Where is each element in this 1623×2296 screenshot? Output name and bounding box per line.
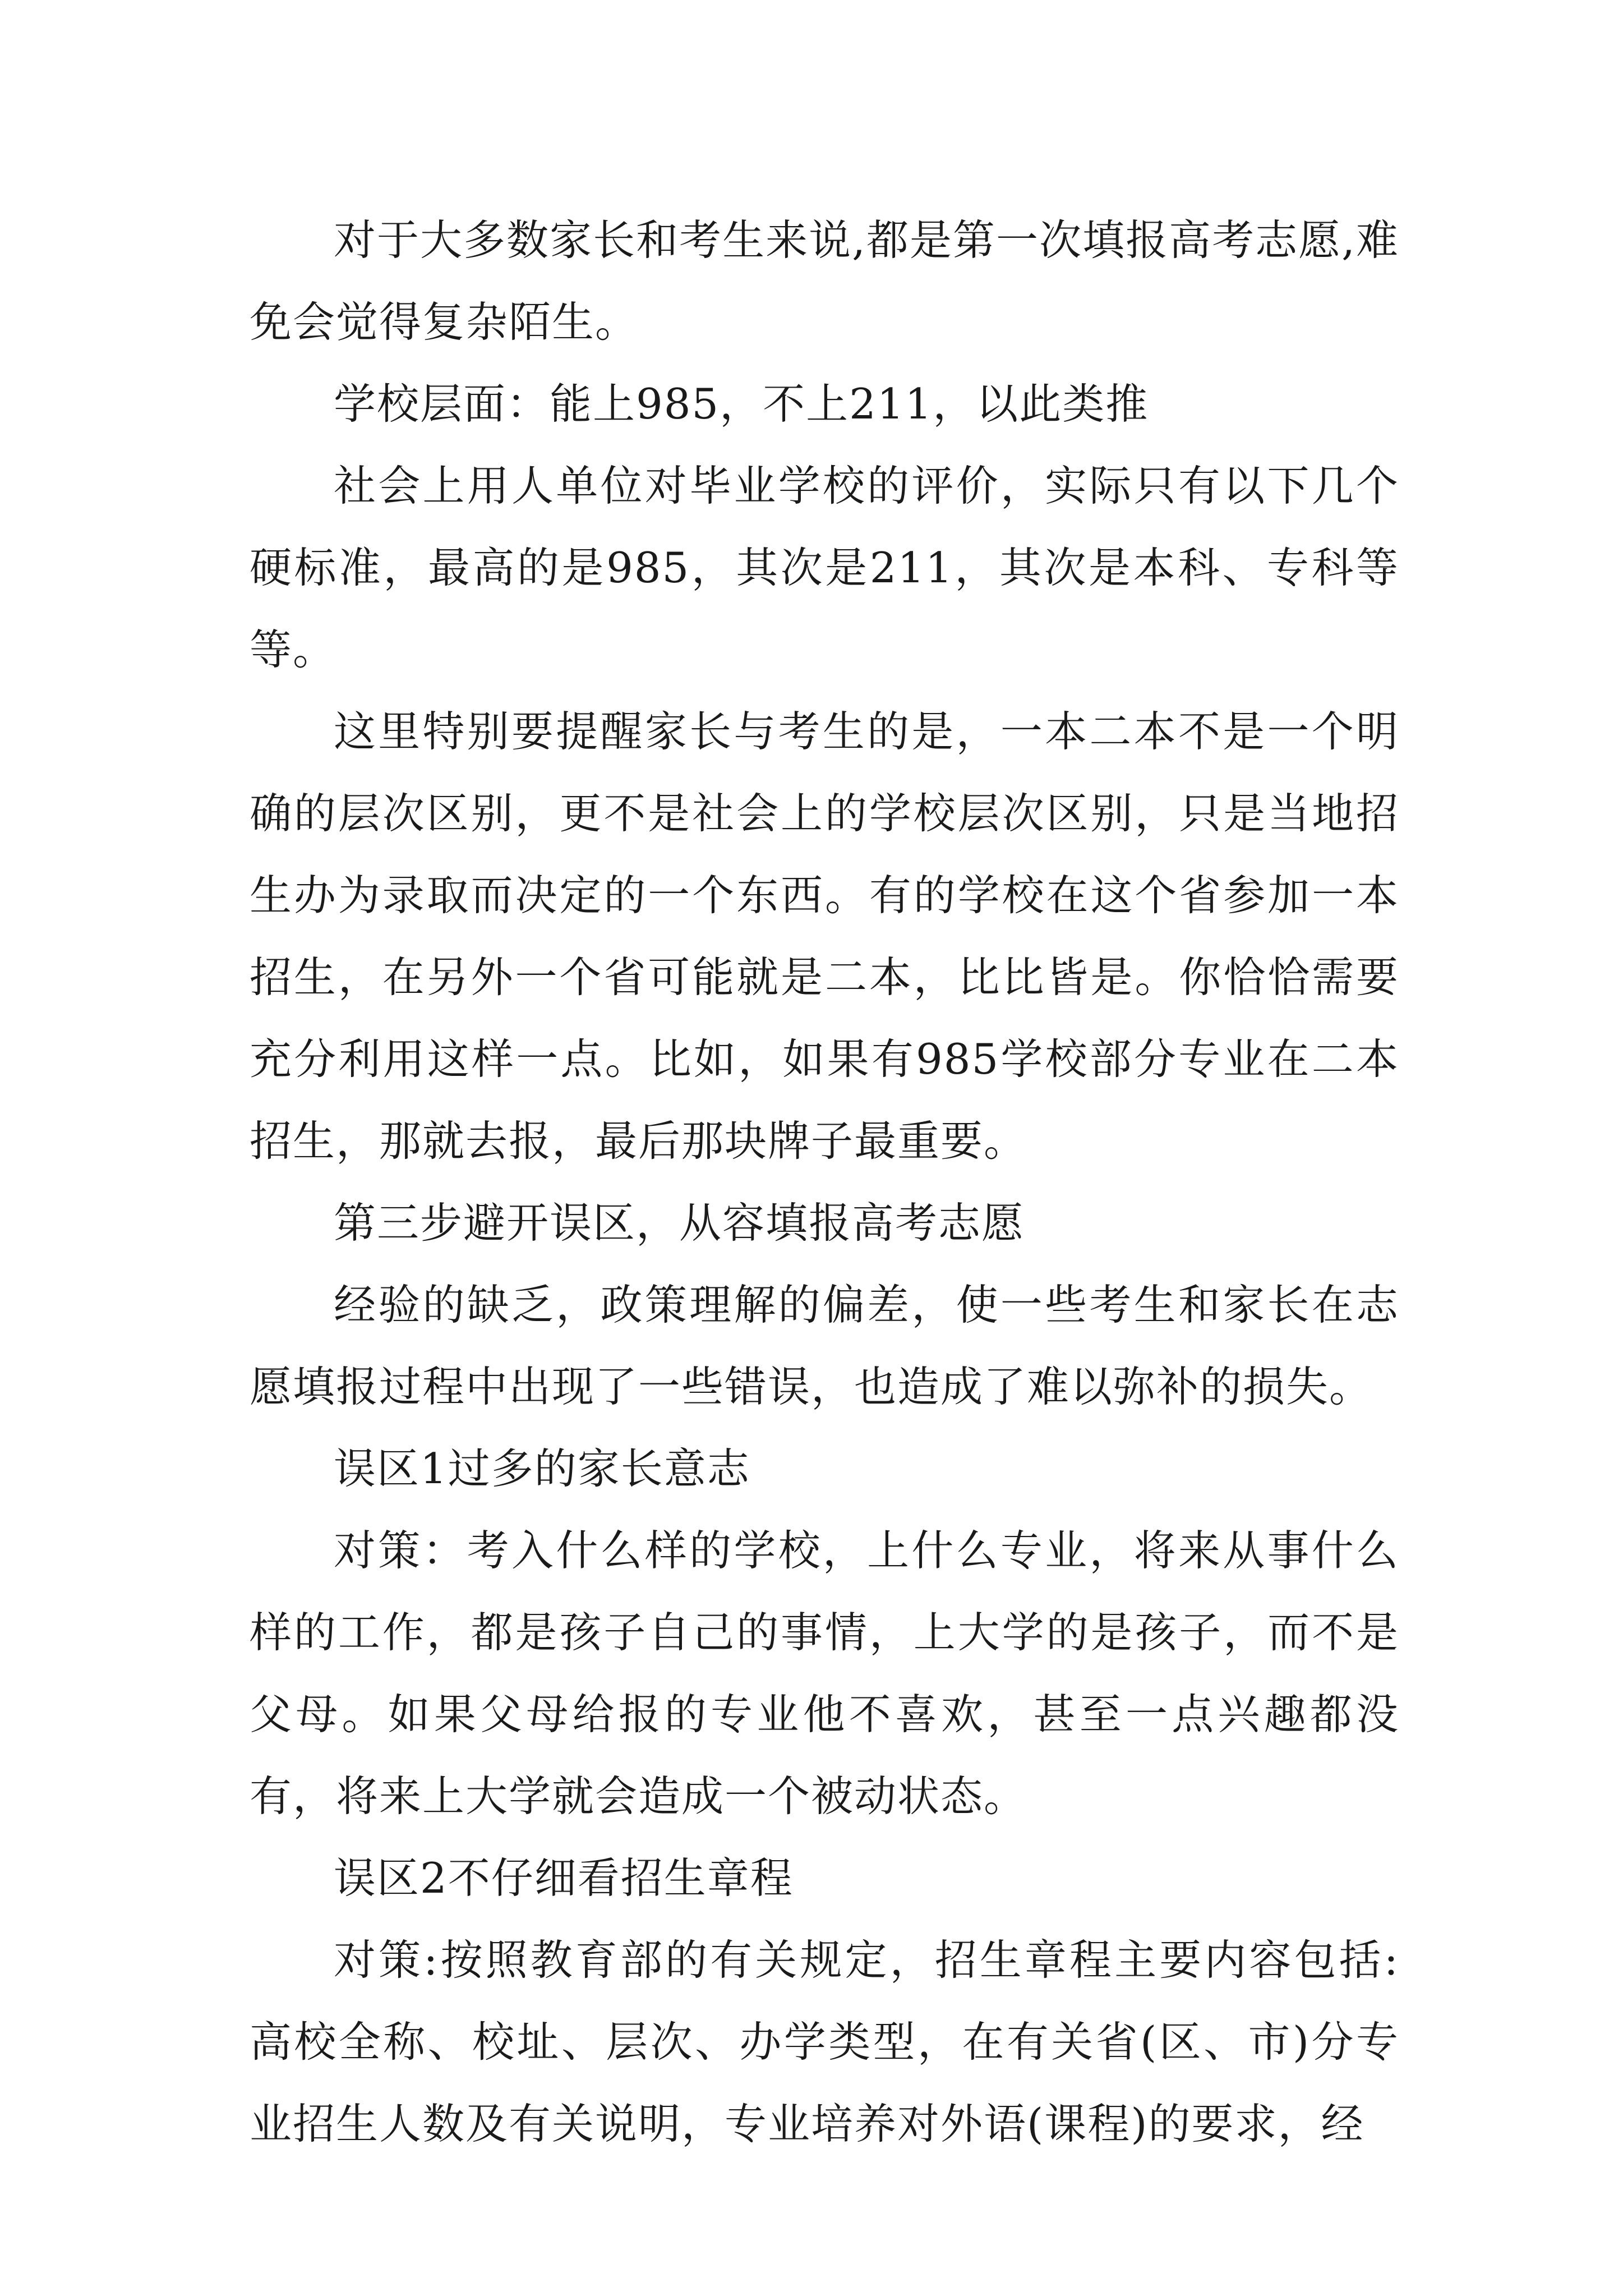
paragraph-intro: 对于大多数家长和考生来说,都是第一次填报高考志愿,难免会觉得复杂陌生。 xyxy=(250,215,1399,347)
paragraph-experience-lack: 经验的缺乏，政策理解的偏差，使一些考生和家长在志愿填报过程中出现了一些错误，也造成了难以弥补的损失。 xyxy=(250,1280,1399,1411)
paragraph-step-three-heading: 第三步避开误区，从容填报高考志愿 xyxy=(334,1198,1025,1248)
paragraph-employer-standards: 社会上用人单位对毕业学校的评价，实际只有以下几个硬标准，最高的是985，其次是211，其次是本科、专科等等。 xyxy=(250,461,1399,674)
paragraph-mistake-2-countermeasure: 对策:按照教育部的有关规定，招生章程主要内容包括:高校全称、校址、层次、办学类型，在有关省(区、市)分专业招生人数及有关说明，专业培养对外语(课程)的要求，经 xyxy=(250,1935,1399,2148)
document-body xyxy=(250,199,1399,2165)
paragraph-mistake-1-heading: 误区1过多的家长意志 xyxy=(334,1444,750,1493)
paragraph-school-level-heading: 学校层面：能上985，不上211，以此类推 xyxy=(334,379,1149,429)
paragraph-tier-reminder: 这里特别要提醒家长与考生的是，一本二本不是一个明确的层次区别，更不是社会上的学校层次区别，只是当地招生办为录取而决定的一个东西。有的学校在这个省参加一本招生，在另外一个省可能就是二本，比比皆是。你恰恰需要充分利用这样一点。比如，如果有985学校部分专业在二本招生，那就去报，最后那块牌子最重要。 xyxy=(250,707,1399,1166)
paragraph-mistake-2-heading: 误区2不仔细看招生章程 xyxy=(334,1853,794,1903)
paragraph-mistake-1-countermeasure: 对策：考入什么样的学校，上什么专业，将来从事什么样的工作，都是孩子自己的事情，上大学的是孩子，而不是父母。如果父母给报的专业他不喜欢，甚至一点兴趣都没有，将来上大学就会造成一个被动状态。 xyxy=(250,1526,1399,1821)
